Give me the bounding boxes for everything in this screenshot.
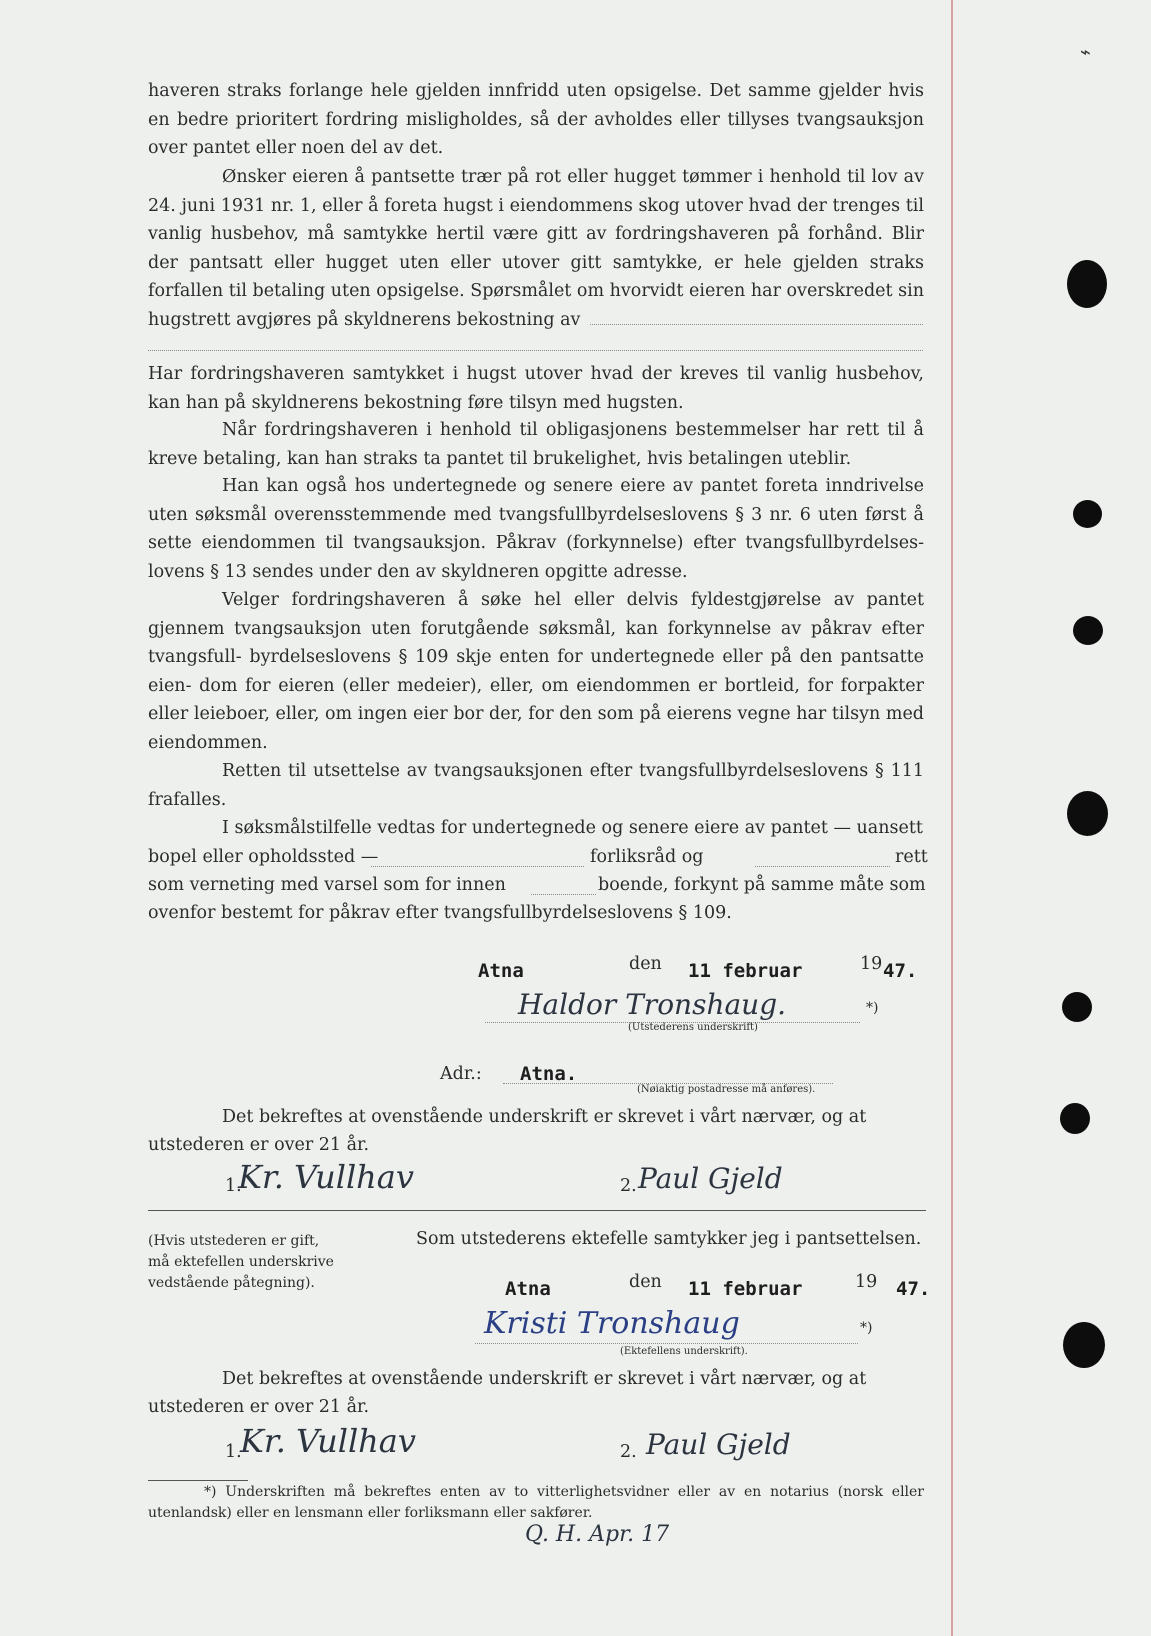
punch-hole <box>1060 1103 1090 1134</box>
punch-hole <box>1073 500 1102 528</box>
witness-number: 2. <box>620 1442 637 1462</box>
initials: Q. H. Apr. 17 <box>525 1522 670 1547</box>
witness-number: 1. <box>225 1176 242 1196</box>
witness-text: Det bekreftes at ovenstående underskrift er skrevet i vårt nærvær, og at <box>222 1107 867 1127</box>
side-note-3: vedstående påtegning). <box>148 1275 315 1291</box>
venue-text: bopel eller opholdssted — <box>148 847 379 867</box>
paragraph-1: haveren straks forlange hele gjelden innfridd uten opsigelse. Det samme gjelder hvis en bedre prioritert fordring misligholdes, så der avholdes eller tillyses tvangsauksjon over pantet eller noen del av det. <box>148 81 924 159</box>
witness-text: utstederen er over 21 år. <box>148 1397 370 1417</box>
sig-marker: *) <box>866 1000 879 1016</box>
venue-text: boende, forkynt på samme måte som <box>598 875 926 895</box>
adr-caption: (Nøiaktig postadresse må anføres). <box>637 1084 816 1095</box>
place: Atna <box>478 960 524 982</box>
fill-line <box>755 866 890 867</box>
divider <box>148 1210 926 1211</box>
footnote: *) Underskriften må bekreftes enten av to vitterlighetsvidner eller av en notarius (norsk eller utenlandsk) eller en lensmann eller forliksmann eller sakfører. <box>148 1484 924 1521</box>
sig-marker: *) <box>860 1320 873 1336</box>
punch-hole <box>1063 1322 1105 1368</box>
paragraph-4: Når fordringshaveren i henhold til obligasjonens bestemmelser har rett til å kreve betaling, kan han straks ta pantet til brukelighet, hvis betalingen uteblir. <box>148 420 924 469</box>
signature-line <box>475 1343 858 1344</box>
footnote-rule <box>148 1480 248 1481</box>
punch-hole <box>1067 791 1108 836</box>
year-suffix: 47. <box>896 1278 931 1300</box>
fill-line <box>371 866 584 867</box>
date: 11 februar <box>688 1278 803 1300</box>
venue-text: ovenfor bestemt for påkrav efter tvangsfullbyrdelseslovens § 109. <box>148 903 732 923</box>
witness-text: utstederen er over 21 år. <box>148 1135 370 1155</box>
punch-hole <box>1073 616 1103 645</box>
spouse-signature: Kristi Tronshaug <box>484 1306 740 1341</box>
adr-value: Atna. <box>520 1063 578 1085</box>
side-note-2: må ektefellen underskrive <box>148 1254 334 1270</box>
venue-text: som verneting med varsel som for innen <box>148 875 506 895</box>
witness-number: 1. <box>225 1442 242 1462</box>
paragraph-5: Han kan også hos undertegnede og senere eiere av pantet foreta inndrivelse uten søksmål overensstemmende med tvangsfullbyrdelseslovens § 3 nr. 6 uten først å sette eiendommen til tvangsauksjon. Påkrav (forkynnelse) efter tvangsfullbyrdelses- lovens § 13 sendes under den av skyldneren opgitte adresse. <box>148 476 924 582</box>
witness-number: 2. <box>620 1176 637 1196</box>
issuer-signature: Haldor Tronshaug. <box>518 988 787 1021</box>
place: Atna <box>505 1278 551 1300</box>
punch-hole <box>1067 260 1107 308</box>
paragraph-6: Velger fordringshaveren å søke hel eller delvis fyldestgjørelse av pantet gjennem tvangsauksjon uten forutgående søksmål, kan forkynnelse av påkrav efter tvangsfull- byrdelseslovens § 109 skje enten for undertegnede eller på den pantsatte eien- dom for eieren (eller medeier), eller, om eiendommen er bortleid, for forpakter eller leieboer, eller, om ingen eier bor der, for den som på eierens vegne har tilsyn med eiendommen. <box>148 590 924 753</box>
paragraph-8: I søksmålstilfelle vedtas for undertegnede og senere eiere av pantet — uansett <box>222 818 923 838</box>
witness-signature: Kr. Vullhav <box>238 1158 414 1196</box>
year-prefix: 19 <box>855 1272 878 1292</box>
fill-line <box>531 894 596 895</box>
venue-text: forliksråd og <box>590 847 704 867</box>
side-note-1: (Hvis utstederen er gift, <box>148 1233 320 1249</box>
date: 11 februar <box>688 960 803 982</box>
den-label: den <box>629 954 662 974</box>
paragraph-2: Ønsker eieren å pantsette trær på rot eller hugget tømmer i henhold til lov av 24. juni 1931 nr. 1, eller å foreta hugst i eiendommens skog utover hvad der trenges til vanlig husbehov, må samtykke hertil være gitt av fordringshaveren på forhånd. Blir der pantsatt eller hugget uten eller utover gitt samtykke, er hele gjelden straks forfallen til betaling uten opsigelse. Spørsmålet om hvorvidt eieren har overskredet sin hugstrett avgjøres på skyldnerens bekostning av <box>148 167 924 330</box>
witness-signature: Paul Gjeld <box>638 1162 783 1195</box>
adr-label: Adr.: <box>440 1064 482 1084</box>
margin-line <box>951 0 953 1636</box>
year-suffix: 47. <box>883 960 918 982</box>
year-prefix: 19 <box>860 954 883 974</box>
paragraph-7: Retten til utsettelse av tvangsauksjonen efter tvangsfullbyrdelseslovens § 111 frafalles. <box>148 761 924 810</box>
witness-signature: Paul Gjeld <box>646 1428 791 1461</box>
fill-line <box>148 350 923 351</box>
spouse-consent: Som utstederens ektefelle samtykker jeg i pantsettelsen. <box>416 1229 922 1249</box>
witness-text: Det bekreftes at ovenstående underskrift er skrevet i vårt nærvær, og at <box>222 1369 867 1389</box>
paragraph-3: Har fordringshaveren samtykket i hugst utover hvad der kreves til vanlig husbehov, kan han på skyldnerens bekostning føre tilsyn med hugsten. <box>148 364 924 413</box>
sig-caption: (Ektefellens underskrift). <box>620 1346 748 1357</box>
witness-signature: Kr. Vullhav <box>240 1422 416 1460</box>
venue-text: rett <box>895 847 928 867</box>
den-label: den <box>629 1272 662 1292</box>
sig-caption: (Utstederens underskrift) <box>628 1022 758 1033</box>
fill-line <box>590 324 923 325</box>
corner-mark: ⌁ <box>1080 42 1091 63</box>
punch-hole <box>1062 992 1092 1022</box>
